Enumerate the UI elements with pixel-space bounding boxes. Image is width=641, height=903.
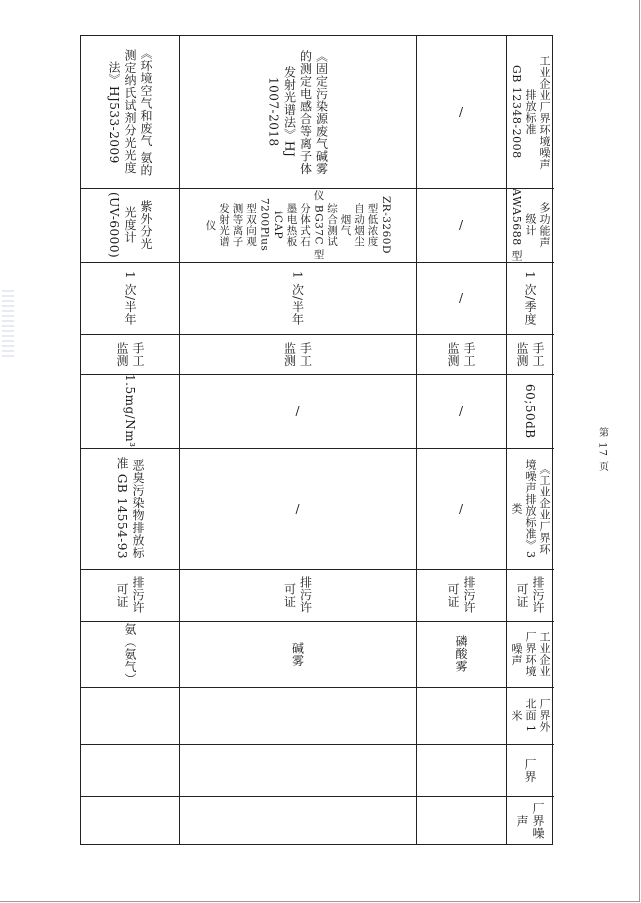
alkali-mist-frequency: 1 次/半年 [290,270,305,326]
binding-mark [2,290,14,360]
noise-method: 工业企业厂界环境噪声 排放标准 GB 12348-2008 [510,54,551,170]
noise-standard: 《工业企业厂界环 境噪声排放标准》3 类 [510,458,551,559]
ammonia-frequency: 1 次/半年 [123,270,137,326]
phosphoric-mist-limit: / [458,404,464,418]
phosphoric-mist-basis: 排污许 可证 [446,576,476,614]
ammonia-basis: 排污许 可证 [115,576,145,614]
alkali-mist-method: 《固定污染源废气碱雾 的测定电感合等离子体 发射光谱法》HJ 1007-2018 [266,49,329,175]
noise-category: 厂界噪 声 [515,802,545,840]
page-number: 第 17 页 [596,427,608,473]
phosphoric-mist-mode: 手工 监测 [446,341,476,367]
column-divider [81,687,554,688]
ammonia-limit: 1.5mg/Nm³ [123,374,137,448]
phosphoric-mist-method: / [458,105,464,119]
ammonia-instrument: 紫外分光 光度计 (UV-6000) [107,191,153,259]
alkali-mist-instrument: ZR-3260D 型低浓度 自动烟尘 烟气 综合测试 仪 BG37C 型 分体式石 墨电热板 iCAP 7200Plus 型双向观 测等离子 发射光谱 仪 [204,190,392,260]
noise-item: 工业企业 厂界环境 噪声 [510,631,551,677]
column-divider [81,796,554,797]
noise-frequency: 1 次/季度 [523,270,537,326]
alkali-mist-basis: 排污许 可证 [282,576,313,614]
alkali-mist-standard: / [295,501,300,516]
alkali-mist-mode: 手工 监测 [282,341,313,367]
noise-instrument: 多功能声 级计 AWA5688 型 [510,188,551,262]
alkali-mist-item: 碱雾 [290,641,305,667]
ammonia-mode: 手工 监测 [115,341,145,367]
ammonia-method: 《环境空气和废气 氨的 测定纳氏试剂分光光度 法》HJ533-2009 [107,47,153,177]
ammonia-standard: 恶臭污染物排放标 准 GB 14554-93 [115,457,145,560]
noise-basis: 排污许 可证 [515,576,545,614]
alkali-mist-limit: / [295,404,300,418]
monitoring-table [80,35,553,845]
column-divider [81,744,554,745]
noise-limit: 60;50dB [523,383,537,439]
phosphoric-mist-frequency: / [458,291,464,305]
noise-location: 厂界 [523,757,537,783]
phosphoric-mist-instrument: / [458,218,464,232]
noise-mode: 手工 监测 [515,341,545,367]
ammonia-item: 氨（氨气） [123,622,137,686]
phosphoric-mist-standard: / [458,501,464,516]
phosphoric-mist-item: 磷酸雾 [454,635,468,673]
noise-point: 厂界外 北面 1 米 [510,698,551,733]
